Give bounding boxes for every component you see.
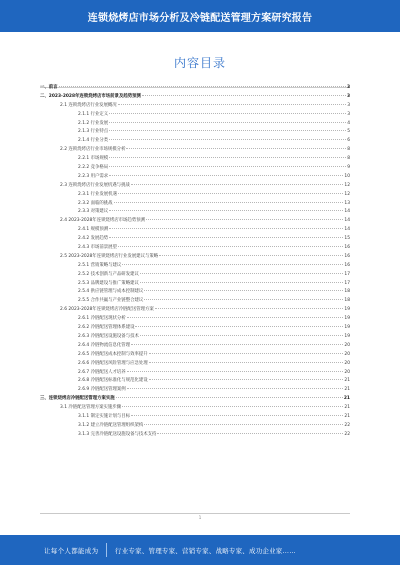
toc-dot-leader [109,175,343,176]
toc-entry-page: 21 [344,413,350,419]
toc-dot-leader [146,219,343,220]
toc-entry-label: 2.4 2023-2028年连锁烧烤店市场趋势预测 [60,218,145,224]
toc-entry[interactable] [40,271,350,280]
toc-entry-page: 13 [344,200,350,206]
toc-entry-label: 2.6.9 冷链配送管理案例 [78,387,126,393]
toc-entry-label: 2.3 连锁烧烤店行业发展机遇与挑战 [60,182,130,188]
toc-entry[interactable] [40,431,350,440]
toc-entry[interactable] [40,217,350,226]
report-header-bar [0,0,400,32]
toc-dot-leader [118,104,347,105]
toc-dot-leader [149,353,344,354]
toc-entry-label: 2.2.3 用户需求 [78,173,109,179]
toc-entry-label: 2.6.1 冷链配送现状分析 [78,316,126,322]
toc-entry-page: 20 [344,369,350,375]
toc-entry-page: 19 [344,325,350,331]
toc-entry-page: 18 [344,289,350,295]
toc-entry-label: 2.6.4 冷链物流信息化管理 [78,342,131,348]
toc-entry-label: 3.1.3 完善冷链配送设施设备与技术支持 [78,431,157,437]
toc-entry[interactable] [40,360,350,369]
toc-entry-label: 2.6 2023-2028年连锁烧烤店冷链配送管理方案 [60,307,154,313]
toc-entry-page: 20 [344,360,350,366]
toc-entry-page: 3 [346,93,350,99]
toc-bottom-rule [40,513,350,514]
toc-entry-page: 19 [344,307,350,313]
toc-dot-leader [116,397,343,398]
toc-entry-page: 17 [344,271,350,277]
toc-dot-leader [127,371,344,372]
toc-entry-page: 16 [344,253,350,259]
toc-entry-page: 8 [347,147,350,153]
toc-entry[interactable] [40,404,350,413]
toc-entry[interactable] [40,226,350,235]
toc-entry-page: 19 [344,333,350,339]
toc-entry-page: 17 [344,280,350,286]
toc-entry[interactable] [40,280,350,289]
toc-entry-label: 2.1 连锁烧烤店行业发展概况 [60,102,117,108]
toc-dot-leader [127,388,344,389]
toc-entry[interactable] [40,200,350,209]
toc-entry-page: 9 [347,165,350,171]
toc-entry[interactable] [40,102,350,111]
toc-entry[interactable] [40,235,350,244]
toc-entry-label: 2.6.7 冷链配送人才培养 [78,369,126,375]
toc-entry-page: 20 [344,342,350,348]
toc-dot-leader [109,157,346,158]
toc-dot-leader [135,326,343,327]
toc-entry[interactable] [40,377,350,386]
toc-entry-page: 3 [347,111,350,117]
toc-dot-leader [149,379,344,380]
toc-dot-leader [131,415,343,416]
toc-entry[interactable] [40,244,350,253]
toc-entry-label: 2.6.3 冷链配送设施设备与技术 [78,333,139,339]
toc-dot-leader [144,290,343,291]
toc-entry[interactable] [40,93,350,102]
toc-entry-page: 3 [347,102,350,108]
toc-entry-label: 3.1 冷链配送管理方案实施步骤 [60,405,122,411]
toc-entry-page: 21 [344,378,350,384]
toc-entry-page: 16 [344,262,350,268]
toc-entry-label: 2.1.3 行业特点 [78,129,109,135]
toc-entry[interactable] [40,253,350,262]
toc-entry-page: 10 [344,173,350,179]
toc-dot-leader [122,406,343,407]
toc-entry-label: 2.5.5 合作共赢与产业链整合建议 [78,298,144,304]
toc-dot-leader [157,433,343,434]
toc-entry-page: 12 [344,182,350,188]
toc-entry-label: 2.1.1 行业定义 [78,111,109,117]
toc-entry-label: 2.1.2 行业发展 [78,120,109,126]
toc-dot-leader [159,255,343,256]
toc-entry[interactable] [40,422,350,431]
toc-entry[interactable] [40,208,350,217]
toc-entry-label: 2.5.1 营销策略与建议 [78,262,122,268]
toc-entry[interactable] [40,386,350,395]
toc-dot-leader [109,130,346,131]
toc-entry[interactable] [40,164,350,173]
toc-entry-label: 二、2023-2028年连锁烧烤店市场前景及趋势预测 [40,93,141,99]
toc-entry-label: 2.4.2 发展趋势 [78,236,109,242]
table-of-contents [40,84,350,440]
toc-entry-label: 2.2 连锁烧烤店行业市场规模分析 [60,147,126,153]
toc-entry-label: 2.3.3 对策建议 [78,209,109,215]
toc-dot-leader [127,317,344,318]
toc-dot-leader [140,273,344,274]
toc-entry-label: 2.4.3 市场前景展望 [78,245,117,251]
toc-entry-label: 2.2.2 竞争格局 [78,165,109,171]
toc-dot-leader [109,139,346,140]
page-number: 1 [198,515,202,520]
toc-entry[interactable] [40,315,350,324]
toc-entry[interactable] [40,333,350,342]
toc-entry[interactable] [40,306,350,315]
toc-entry-page: 20 [344,351,350,357]
toc-entry[interactable] [40,297,350,306]
toc-entry-label: 2.4.1 规模预测 [78,227,109,233]
toc-dot-leader [149,362,344,363]
toc-entry-page: 6 [347,138,350,144]
toc-dot-leader [131,344,343,345]
toc-dot-leader [118,193,343,194]
toc-entry-page: 21 [344,387,350,393]
footer-divider [106,543,107,557]
toc-dot-leader [109,166,346,167]
toc-entry-label: 2.6.2 冷链配送管理体系建设 [78,325,135,331]
toc-entry-page: 15 [344,236,350,242]
toc-entry-page: 22 [344,422,350,428]
toc-dot-leader [109,210,343,211]
toc-entry[interactable] [40,413,350,422]
toc-entry-page: 8 [347,156,350,162]
toc-entry-label: 2.5.3 品牌建设与推广策略建议 [78,280,139,286]
toc-entry-label: 2.5.2 技术创新与产品研发建议 [78,271,139,277]
toc-entry-label: 2.5 2023-2028年连锁烧烤店行业发展建议与策略 [60,253,159,259]
toc-entry[interactable] [40,351,350,360]
toc-entry[interactable] [40,128,350,137]
toc-entry[interactable] [40,111,350,120]
toc-entry-page: 12 [344,191,350,197]
toc-entry-label: 2.6.8 冷链配送标准化与规范化建设 [78,378,148,384]
footer-slogan-left: 让每个人都能成为 [44,546,99,555]
toc-entry[interactable] [40,191,350,200]
toc-entry[interactable] [40,395,350,404]
toc-entry-label: 一、前言 [40,85,58,90]
toc-entry-label: 3.1.2 建立冷链配送管理组织架构 [78,422,144,428]
toc-entry-label: 2.3.2 面临的挑战 [78,200,113,206]
toc-dot-leader [126,148,346,149]
toc-entry[interactable] [40,288,350,297]
toc-dot-leader [109,122,346,123]
toc-entry-label: 2.2.1 市场规模 [78,156,109,162]
toc-heading: 内容目录 [173,56,226,70]
toc-entry[interactable] [40,137,350,146]
toc-entry-page: 21 [344,405,350,411]
toc-dot-leader [59,86,346,87]
toc-entry[interactable] [40,369,350,378]
toc-dot-leader [109,237,343,238]
report-title: 连锁烧烤店市场分析及冷链配送管理方案研究报告 [87,12,313,24]
toc-dot-leader [118,246,343,247]
toc-entry-page: 18 [344,298,350,304]
toc-dot-leader [140,335,344,336]
toc-entry-label: 三、连锁烧烤店冷链配送管理方案实施 [40,396,115,402]
toc-entry[interactable] [40,173,350,182]
toc-dot-leader [142,95,346,96]
toc-dot-leader [155,308,344,309]
toc-entry-label: 3.1.1 制定实施计划与目标 [78,413,131,419]
toc-entry-page: 4 [347,120,350,126]
toc-entry[interactable] [40,324,350,333]
toc-entry-page: 14 [344,218,350,224]
toc-entry[interactable] [40,342,350,351]
toc-entry-label: 2.6.6 冷链配送风险管理与应急处理 [78,360,148,366]
toc-entry[interactable] [40,146,350,155]
toc-entry-label: 2.5.4 供应链管理与成本控制建议 [78,289,144,295]
toc-dot-leader [109,113,346,114]
toc-entry[interactable] [40,120,350,129]
toc-entry-page: 14 [344,227,350,233]
toc-entry[interactable] [40,155,350,164]
toc-entry-page: 19 [344,316,350,322]
toc-entry[interactable] [40,182,350,191]
toc-entry[interactable] [40,262,350,271]
toc-entry-label: 2.6.5 冷链配送成本控制与效率提升 [78,351,148,357]
toc-entry[interactable] [40,84,350,93]
toc-dot-leader [109,228,343,229]
footer-slogan-right: 行业专家、管理专家、营销专家、战略专家、成功企业家…… [115,546,296,555]
toc-entry-page: 14 [344,209,350,215]
toc-dot-leader [122,264,343,265]
report-footer-bar [0,535,400,565]
toc-entry-page: 22 [344,431,350,437]
toc-entry-label: 2.3.1 行业发展机遇 [78,191,117,197]
toc-dot-leader [114,202,344,203]
toc-dot-leader [144,424,343,425]
toc-entry-page: 5 [347,129,350,135]
toc-dot-leader [144,299,343,300]
toc-entry-label: 2.1.4 行业分类 [78,138,109,144]
toc-entry-page: 3 [346,85,350,90]
toc-dot-leader [131,184,344,185]
toc-entry-page: 21 [343,396,350,402]
toc-dot-leader [140,282,344,283]
toc-entry-page: 16 [344,245,350,251]
